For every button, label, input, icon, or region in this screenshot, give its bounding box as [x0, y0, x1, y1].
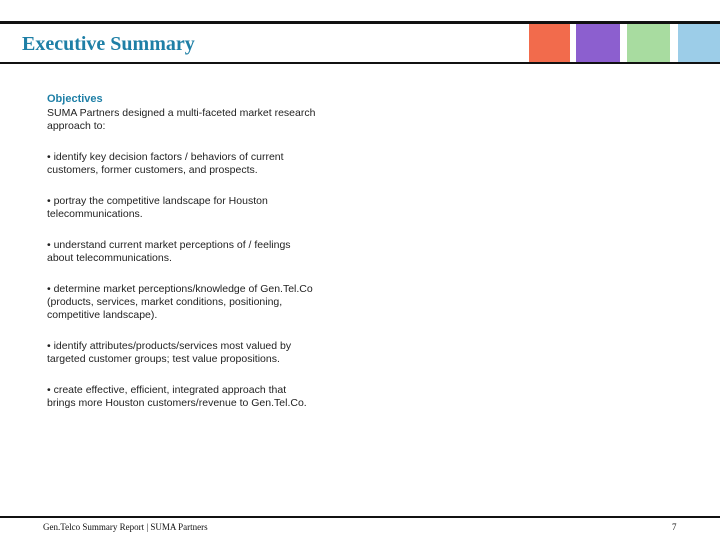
footer-report-label: Gen.Telco Summary Report | SUMA Partners — [43, 522, 208, 532]
objectives-section — [47, 93, 317, 410]
objective-bullet: • identify key decision factors / behaviors of current customers, former customers, and prospects. — [47, 151, 284, 176]
page-number: 7 — [672, 522, 677, 532]
objectives-heading: Objectives — [47, 93, 103, 105]
objective-bullet: • portray the competitive landscape for Houston telecommunications. — [47, 195, 268, 220]
objective-bullet: • determine market perceptions/knowledge of Gen.Tel.Co (products, services, market conditions, positioning, competitive landscape). — [47, 283, 313, 321]
accent-swatch-purple — [576, 24, 620, 62]
objective-bullet: • create effective, efficient, integrated approach that brings more Houston customers/revenue to Gen.Tel.Co. — [47, 384, 307, 409]
slide-title: Executive Summary — [22, 33, 195, 55]
objective-bullet: • identify attributes/products/services most valued by targeted customer groups; test value propositions. — [47, 340, 292, 365]
objectives-intro: SUMA Partners designed a multi-faceted market research approach to: — [47, 107, 316, 132]
accent-swatch-blue — [678, 24, 720, 62]
accent-swatch-green — [627, 24, 670, 62]
objective-bullet: • understand current market perceptions of / feelings about telecommunications. — [47, 239, 291, 264]
accent-swatch-orange — [529, 24, 570, 62]
footer-divider — [0, 516, 720, 518]
